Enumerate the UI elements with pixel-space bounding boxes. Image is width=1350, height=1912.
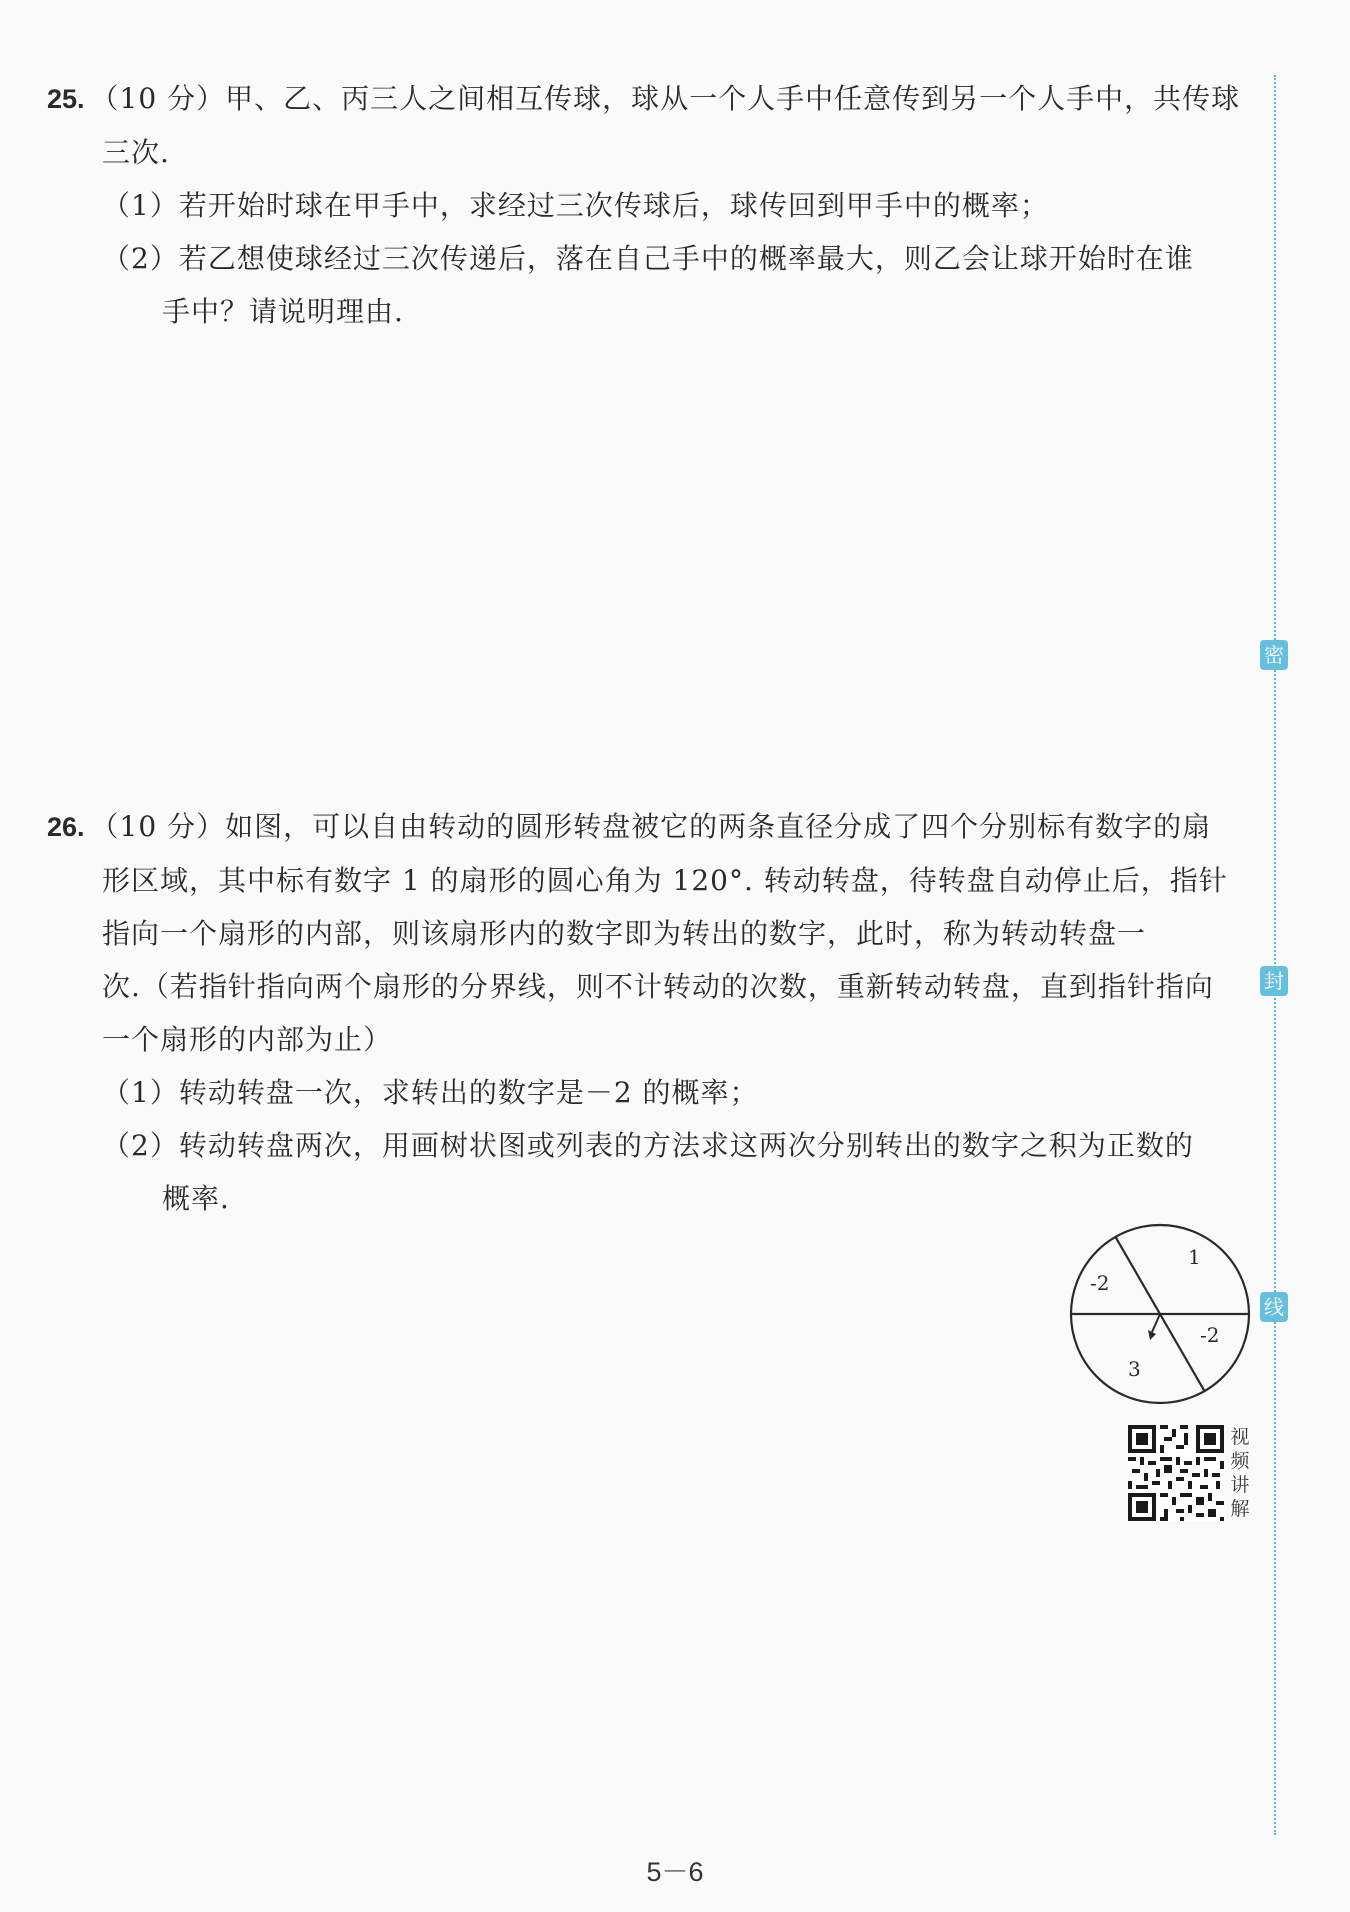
question-25-line-2: 三次. xyxy=(102,136,170,169)
question-26-line-5: 一个扇形的内部为止） xyxy=(102,1023,393,1056)
question-26-line-3: 指向一个扇形的内部，则该扇形内的数字即为转出的数字，此时，称为转动转盘一 xyxy=(102,917,1147,950)
spinner-pointer xyxy=(1152,1314,1160,1332)
question-26-line-4: 次.（若指针指向两个扇形的分界线，则不计转动的次数，重新转动转盘，直到指针指向 xyxy=(102,970,1214,1003)
sector-label-neg2-left: -2 xyxy=(1090,1271,1110,1295)
question-26-part-2: （2）转动转盘两次，用画树状图或列表的方法求这两次分别转出的数字之积为正数的 xyxy=(102,1129,1194,1162)
sector-label-neg2-right: -2 xyxy=(1200,1323,1220,1347)
question-26-part-2-cont: 概率. xyxy=(162,1182,230,1215)
binding-tag-mi: 密 xyxy=(1260,640,1288,670)
question-25-number: 25. xyxy=(47,84,85,114)
question-26-part-1: （1）转动转盘一次，求转出的数字是－2 的概率； xyxy=(102,1076,759,1109)
question-26-line-1: 26. （10 分）如图，可以自由转动的圆形转盘被它的两条直径分成了四个分别标有数字的扇 xyxy=(47,810,1212,843)
binding-tag-feng: 封 xyxy=(1260,966,1288,996)
binding-dotted-line xyxy=(1274,75,1276,1835)
question-26-line-2: 形区域，其中标有数字 1 的扇形的圆心角为 120°. 转动转盘，待转盘自动停止后，指针 xyxy=(102,864,1228,897)
question-25 xyxy=(47,72,1247,338)
question-25-part-2-cont: 手中？请说明理由. xyxy=(162,295,404,328)
qr-code[interactable] xyxy=(1128,1425,1224,1521)
binding-tag-xian: 线 xyxy=(1260,1292,1288,1322)
question-26 xyxy=(47,800,1247,1225)
question-25-line-1: 25. （10 分）甲、乙、丙三人之间相互传球，球从一个人手中任意传到另一个人手中，共传球 xyxy=(47,82,1241,115)
question-25-part-1: （1）若开始时球在甲手中，求经过三次传球后，球传回到甲手中的概率； xyxy=(102,189,1049,222)
sector-label-3: 3 xyxy=(1128,1357,1141,1381)
question-26-number: 26. xyxy=(47,812,85,842)
page-number: 5－6 xyxy=(646,1857,704,1887)
sector-label-1: 1 xyxy=(1188,1245,1201,1269)
question-25-part-2: （2）若乙想使球经过三次传递后，落在自己手中的概率最大，则乙会让球开始时在谁 xyxy=(102,242,1194,275)
spinner-figure xyxy=(1060,1214,1260,1414)
qr-video-label: 视 频 讲 解 xyxy=(1230,1426,1250,1520)
